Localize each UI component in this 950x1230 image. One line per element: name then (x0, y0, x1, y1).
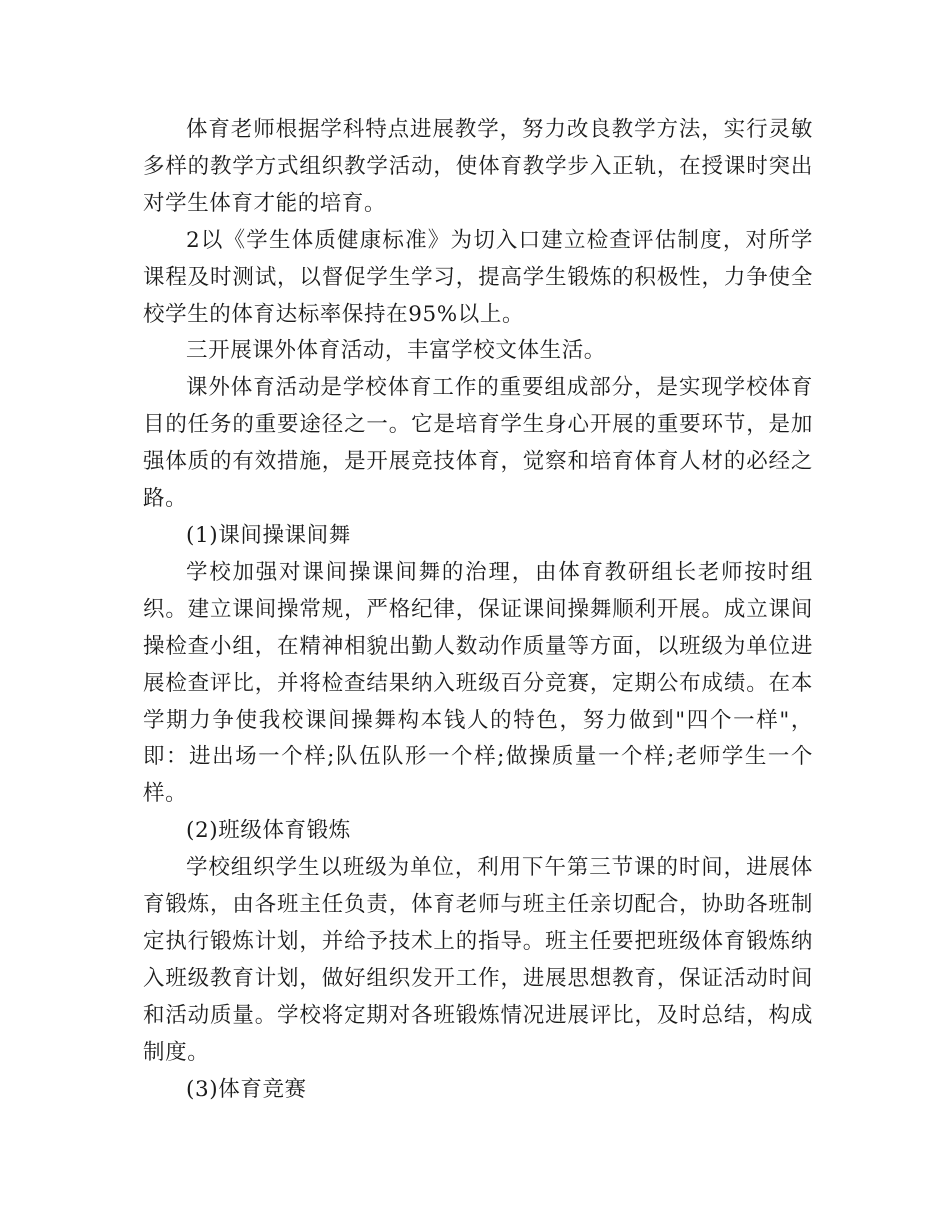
paragraph-class-training: 学校组织学生以班级为单位，利用下午第三节课的时间，进展体育锻炼，由各班主任负责，体育老师与班主任亲切配合，协助各班制定执行锻炼计划，并给予技术上的指导。班主任要把班级体育锻炼纳入班级教育计划，做好组织发开工作，进展思想教育，保证活动时间和活动质量。学校将定期对各班锻炼情况进展评比，及时总结，构成制度。 (143, 855, 813, 1065)
paragraph-teaching-method: 体育老师根据学科特点进展教学，努力改良教学方法，实行灵敏多样的教学方式组织教学活动，使体育教学步入正轨，在授课时突出对学生体育才能的培育。 (143, 117, 813, 216)
subheading-exercises: (1)课间操课间舞 (186, 522, 351, 548)
paragraph-extracurricular: 课外体育活动是学校体育工作的重要组成部分，是实现学校体育目的任务的重要途径之一。它是培育学生身心开展的重要环节，是加强体质的有效措施，是开展竞技体育，觉察和培育体育人材的必经之路。 (143, 375, 813, 512)
paragraph-health-standard: 2以《学生体质健康标准》为切入口建立检查评估制度，对所学课程及时测试，以督促学生学习，提高学生锻炼的积极性，力争使全校学生的体育达标率保持在95%以上。 (143, 227, 813, 327)
subheading-competition: (3)体育竞赛 (186, 1076, 307, 1102)
subheading-class-training: (2)班级体育锻炼 (186, 818, 351, 844)
paragraph-exercises: 学校加强对课间操课间舞的治理，由体育教研组长老师按时组织。建立课间操常规，严格纪律，保证课间操舞顺利开展。成立课间操检查小组，在精神相貌出勤人数动作质量等方面，以班级为单位进展检查评比，并将检查结果纳入班级百分竞赛，定期公布成绩。在本学期力争使我校课间操舞构本钱人的特色，努力做到"四个一样"，即：进出场一个样;队伍队形一个样;做操质量一个样;老师学生一个样。 (143, 559, 813, 807)
section-heading-extracurricular: 三开展课外体育活动，丰富学校文体生活。 (186, 338, 606, 364)
document-body (143, 112, 813, 1108)
